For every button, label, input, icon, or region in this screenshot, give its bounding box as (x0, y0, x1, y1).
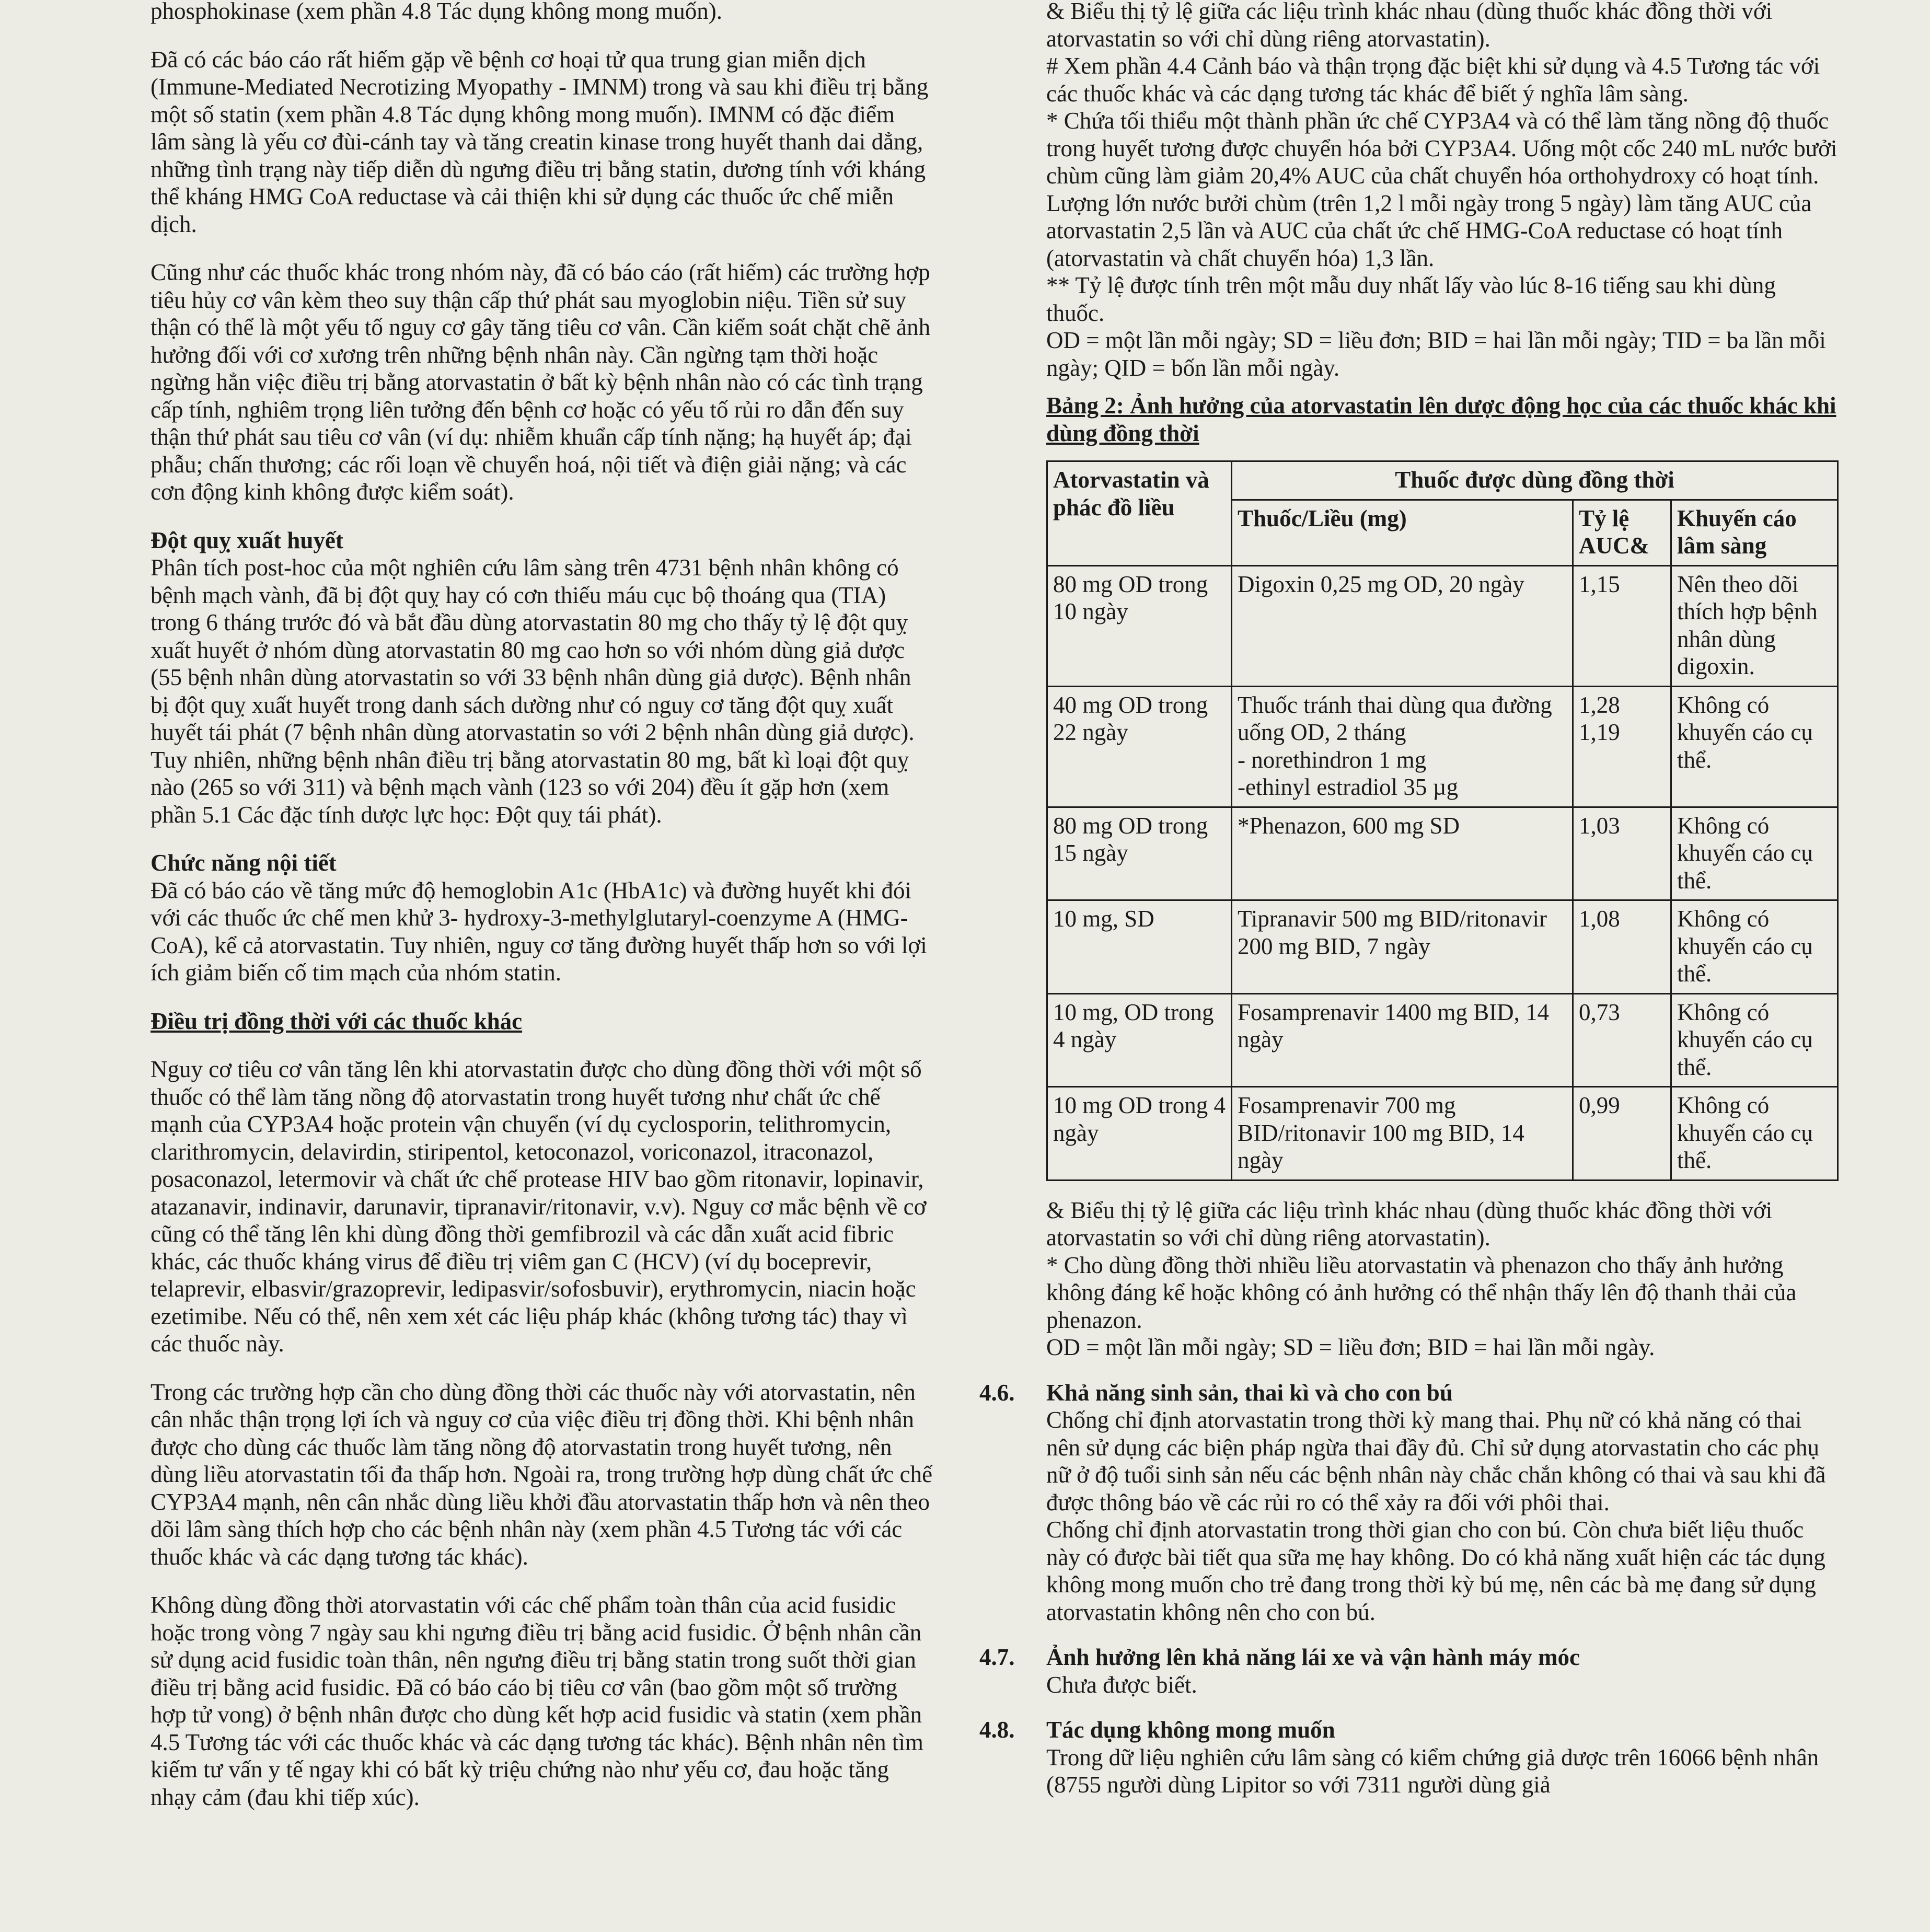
cell-auc: 1,08 (1573, 900, 1671, 994)
cell-recommendation: Không có khuyến cáo cụ thể. (1671, 1087, 1838, 1181)
table-caption: Bảng 2: Ảnh hưởng của atorvastatin lên dược động học của các thuốc khác khi dùng đồng thời (1046, 392, 1836, 446)
table-row (1047, 686, 1838, 807)
cell-recommendation: Không có khuyến cáo cụ thể. (1671, 686, 1838, 807)
cell-auc: 1,15 (1573, 565, 1671, 686)
cell-regimen: 10 mg, SD (1047, 900, 1232, 994)
paragraph-endocrine: Đã có báo cáo về tăng mức độ hemoglobin A1c (HbA1c) và đường huyết khi đói với các thuốc ức chế men khử 3- hydroxy-3-methylglutaryl-coenzyme A (HMG-CoA), kể cả atorvastatin. Tuy nhiên, nguy cơ tăng đường huyết thấp hơn so với lợi ích giảm biến cố tim mạch của nhóm statin. (151, 877, 927, 986)
paragraph-cpk: phosphokinase (xem phần 4.8 Tác dụng không mong muốn). (151, 0, 723, 24)
footnote-ampersand-2: & Biểu thị tỷ lệ giữa các liệu trình khác nhau (dùng thuốc khác đồng thời với atorvastatin so với chỉ dùng riêng atorvastatin). (1046, 1197, 1773, 1251)
section-title: Tác dụng không mong muốn (1046, 1717, 1335, 1743)
section-number: 4.8. (979, 1717, 1015, 1743)
cell-regimen: 40 mg OD trong 22 ngày (1047, 686, 1232, 807)
left-column (151, 0, 934, 1832)
cell-drug: Digoxin 0,25 mg OD, 20 ngày (1232, 565, 1573, 686)
footnote-ampersand: & Biểu thị tỷ lệ giữa các liệu trình khác nhau (dùng thuốc khác đồng thời với atorvastatin so với chỉ dùng riêng atorvastatin). (1046, 0, 1773, 52)
interaction-table (1046, 460, 1839, 1181)
section-number: 4.6. (979, 1379, 1015, 1406)
cell-recommendation: Không có khuyến cáo cụ thể. (1671, 993, 1838, 1087)
table-row (1047, 993, 1838, 1087)
paragraph-rhabdomyolysis: Cũng như các thuốc khác trong nhóm này, đã có báo cáo (rất hiếm) các trường hợp tiêu hủy cơ vân kèm theo suy thận cấp thứ phát sau myoglobin niệu. Tiền sử suy thận có thể là một yếu tố nguy cơ gây tăng tiêu cơ vân. Cần kiểm soát chặt chẽ ảnh hưởng đối với cơ xương trên những bệnh nhân này. Cần ngừng tạm thời hoặc ngừng hẳn việc điều trị bằng atorvastatin ở bất kỳ bệnh nhân nào có các tình trạng cấp tính, nghiêm trọng liên tưởng đến bệnh cơ hoặc có yếu tố rủi ro dẫn đến suy thận thứ phát sau tiêu cơ vân (ví dụ: nhiễm khuẩn cấp tính nặng; hạ huyết áp; đại phẫu; chấn thương; các rối loạn về chuyển hoá, nội tiết và điện giải nặng; và các cơn động kinh không được kiểm soát). (151, 259, 931, 505)
paragraph-pregnancy: Chống chỉ định atorvastatin trong thời kỳ mang thai. Phụ nữ có khả năng có thai nên sử dụng các biện pháp ngừa thai đầy đủ. Chỉ sử dụng atorvastatin cho các phụ nữ ở độ tuổi sinh sản nếu các bệnh nhân này chắc chắn không có thai và sau khi đã được thông báo về các rủi ro có thể xảy ra đối với phôi thai. (1046, 1407, 1826, 1515)
footnote-asterisk: * Chứa tối thiểu một thành phần ức chế CYP3A4 và có thể làm tăng nồng độ thuốc trong huyết tương được chuyển hóa bởi CYP3A4. Uống một cốc 240 mL nước bưởi chùm cũng làm giảm 20,4% AUC của chất chuyển hóa orthohydroxy có hoạt tính. Lượng lớn nước bưởi chùm (trên 1,2 l mỗi ngày trong 5 ngày) làm tăng AUC của atorvastatin 2,5 lần và AUC của chất ức chế HMG-CoA reductase có hoạt tính (atorvastatin và chất chuyển hóa) 1,3 lần. (1046, 108, 1837, 271)
footnote-hash: # Xem phần 4.4 Cảnh báo và thận trọng đặc biệt khi sử dụng và 4.5 Tương tác với các thuốc khác và các dạng tương tác khác để biết ý nghĩa lâm sàng. (1046, 53, 1820, 107)
header-drug-dose: Thuốc/Liều (mg) (1232, 500, 1573, 565)
section-title: Ảnh hưởng lên khả năng lái xe và vận hành máy móc (1046, 1644, 1580, 1670)
header-auc-ratio: Tỷ lệ AUC& (1573, 500, 1671, 565)
table-header-row (1047, 461, 1838, 500)
cell-drug: Fosamprenavir 1400 mg BID, 14 ngày (1232, 993, 1573, 1087)
cell-recommendation: Không có khuyến cáo cụ thể. (1671, 900, 1838, 994)
header-coadministered: Thuốc được dùng đồng thời (1232, 461, 1838, 500)
cell-recommendation: Nên theo dõi thích hợp bệnh nhân dùng digoxin. (1671, 565, 1838, 686)
paragraph-stroke: Phân tích post-hoc của một nghiên cứu lâm sàng trên 4731 bệnh nhân không có bệnh mạch vành, đã bị đột quỵ hay có cơn thiếu máu cục bộ thoáng qua (TIA) trong 6 tháng trước đó và bắt đầu dùng atorvastatin 80 mg cho thấy tỷ lệ đột quỵ xuất huyết ở nhóm dùng atorvastatin 80 mg cao hơn so với nhóm dùng giả dược (55 bệnh nhân dùng atorvastatin so với 33 bệnh nhân dùng giả dược). Bệnh nhân bị đột quỵ xuất huyết trong danh sách dường như có nguy cơ tăng đột quỵ xuất huyết tái phát (7 bệnh nhân dùng atorvastatin so với 2 bệnh nhân dùng giả dược). Tuy nhiên, những bệnh nhân điều trị bằng atorvastatin 80 mg, bất kì loại đột quỵ nào (265 so với 311) và bệnh mạch vành (123 so với 204) đều ít gặp hơn (xem phần 5.1 Các đặc tính dược lực học: Đột quỵ tái phát). (151, 554, 915, 828)
table-row (1047, 565, 1838, 686)
footnote-double-asterisk: ** Tỷ lệ được tính trên một mẫu duy nhất lấy vào lúc 8-16 tiếng sau khi dùng thuốc. (1046, 272, 1776, 326)
cell-recommendation: Không có khuyến cáo cụ thể. (1671, 807, 1838, 900)
cell-regimen: 80 mg OD trong 10 ngày (1047, 565, 1232, 686)
paragraph-fusidic-acid: Không dùng đồng thời atorvastatin với các chế phẩm toàn thân của acid fusidic hoặc trong vòng 7 ngày sau khi ngưng điều trị bằng acid fusidic. Ở bệnh nhân cần sử dụng acid fusidic toàn thân, nên ngưng điều trị bằng statin trong suốt thời gian điều trị bằng acid fusidic. Đã có báo cáo bị tiêu cơ vân (bao gồm một số trường hợp tử vong) ở bệnh nhân được cho dùng kết hợp acid fusidic và statin (xem phần 4.5 Tương tác với các thuốc khác và các dạng tương tác khác). Bệnh nhân nên tìm kiếm tư vấn y tế ngay khi có bất kỳ triệu chứng nào như yếu cơ, đau hoặc tăng nhạy cảm (đau khi tiếp xúc). (151, 1592, 923, 1810)
footnote-abbreviations-2: OD = một lần mỗi ngày; SD = liều đơn; BID = hai lần mỗi ngày. (1046, 1334, 1655, 1360)
footnote-abbreviations: OD = một lần mỗi ngày; SD = liều đơn; BID = hai lần mỗi ngày; TID = ba lần mỗi ngày; QID = bốn lần mỗi ngày. (1046, 327, 1826, 381)
table-row (1047, 900, 1838, 994)
section-4-7 (979, 1644, 1838, 1698)
section-4-8 (979, 1716, 1838, 1799)
table-row (1047, 807, 1838, 900)
cell-auc: 0,73 (1573, 993, 1671, 1087)
header-recommendation: Khuyến cáo lâm sàng (1671, 500, 1838, 565)
section-4-6 (979, 1379, 1838, 1626)
cell-drug: Thuốc tránh thai dùng qua đường uống OD, 2 tháng - norethindron 1 mg -ethinyl estradiol 35 µg (1232, 686, 1573, 807)
cell-regimen: 80 mg OD trong 15 ngày (1047, 807, 1232, 900)
cell-auc: 1,03 (1573, 807, 1671, 900)
cell-drug: Fosamprenavir 700 mg BID/ritonavir 100 mg BID, 14 ngày (1232, 1087, 1573, 1181)
paragraph-lactation: Chống chỉ định atorvastatin trong thời gian cho con bú. Còn chưa biết liệu thuốc này có được bài tiết qua sữa mẹ hay không. Do có khả năng xuất hiện các tác dụng không mong muốn cho trẻ đang trong thời kỳ bú mẹ, nên các bà mẹ đang sử dụng atorvastatin không nên cho con bú. (1046, 1517, 1825, 1625)
cell-regimen: 10 mg, OD trong 4 ngày (1047, 993, 1232, 1087)
cell-drug: *Phenazon, 600 mg SD (1232, 807, 1573, 900)
cell-auc: 1,28 1,19 (1573, 686, 1671, 807)
section-title: Khả năng sinh sản, thai kì và cho con bú (1046, 1379, 1453, 1406)
table-row (1047, 1087, 1838, 1181)
section-number: 4.7. (979, 1644, 1015, 1670)
cell-drug: Tipranavir 500 mg BID/ritonavir 200 mg BID, 7 ngày (1232, 900, 1573, 994)
cell-auc: 0,99 (1573, 1087, 1671, 1181)
paragraph-concomitant-dose: Trong các trường hợp cần cho dùng đồng thời các thuốc này với atorvastatin, nên cân nhắc thận trọng lợi ích và nguy cơ của việc điều trị đồng thời. Khi bệnh nhân được cho dùng các thuốc làm tăng nồng độ atorvastatin trong huyết tương, nên dùng liều atorvastatin tối đa thấp hơn. Ngoài ra, trong trường hợp dùng chất ức chế CYP3A4 mạnh, nên cân nhắc dùng liều khởi đầu atorvastatin thấp hơn và nên theo dõi lâm sàng thích hợp cho các bệnh nhân này (xem phần 4.5 Tương tác với các thuốc khác và các dạng tương tác khác). (151, 1379, 933, 1570)
header-regimen: Atorvastatin và phác đồ liều (1047, 461, 1232, 566)
paragraph-concomitant-risk: Nguy cơ tiêu cơ vân tăng lên khi atorvastatin được cho dùng đồng thời với một số thuốc có thể làm tăng nồng độ atorvastatin trong huyết tương như chất ức chế mạnh của CYP3A4 hoặc protein vận chuyển (ví dụ cyclosporin, telithromycin, clarithromycin, delavirdin, stiripentol, ketoconazol, voriconazol, itraconazol, posaconazol, letermovir và chất ức chế protease HIV bao gồm ritonavir, lopinavir, atazanavir, indinavir, darunavir, tipranavir/ritonavir, v.v). Nguy cơ mắc bệnh về cơ cũng có thể tăng lên khi dùng đồng thời gemfibrozil và các dẫn xuất acid fibric khác, các thuốc kháng virus để điều trị viêm gan C (HCV) (ví dụ boceprevir, telaprevir, elbasvir/grazoprevir, ledipasvir/sofosbuvir), erythromycin, niacin hoặc ezetimibe. Nếu có thể, nên xem xét các liệu pháp khác (không tương tác) thay vì các thuốc này. (151, 1056, 927, 1357)
paragraph-adverse-effects: Trong dữ liệu nghiên cứu lâm sàng có kiểm chứng giả dược trên 16066 bệnh nhân (8755 người dùng Lipitor so với 7311 người dùng giả (1046, 1744, 1819, 1798)
footnote-phenazon: * Cho dùng đồng thời nhiều liều atorvastatin và phenazon cho thấy ảnh hưởng không đáng kể hoặc không có ảnh hưởng có thể nhận thấy lên độ thanh thải của phenazon. (1046, 1252, 1797, 1333)
right-column (979, 0, 1838, 1799)
heading-hemorrhagic-stroke: Đột quỵ xuất huyết (151, 527, 343, 553)
cell-regimen: 10 mg OD trong 4 ngày (1047, 1087, 1232, 1181)
heading-endocrine: Chức năng nội tiết (151, 850, 337, 876)
paragraph-driving: Chưa được biết. (1046, 1671, 1197, 1698)
heading-concomitant: Điều trị đồng thời với các thuốc khác (151, 1008, 523, 1034)
paragraph-imnm: Đã có các báo cáo rất hiếm gặp về bệnh cơ hoại tử qua trung gian miễn dịch (Immune-Mediated Necrotizing Myopathy - IMNM) trong và sau khi điều trị bằng một số statin (xem phần 4.8 Tác dụng không mong muốn). IMNM có đặc điểm lâm sàng là yếu cơ đùi-cánh tay và tăng creatin kinase trong huyết thanh dai dẳng, những tình trạng này tiếp diễn dù ngưng điều trị bằng statin, dương tính với kháng thể kháng HMG CoA reductase và cải thiện khi sử dụng các thuốc ức chế miễn dịch. (151, 46, 929, 237)
